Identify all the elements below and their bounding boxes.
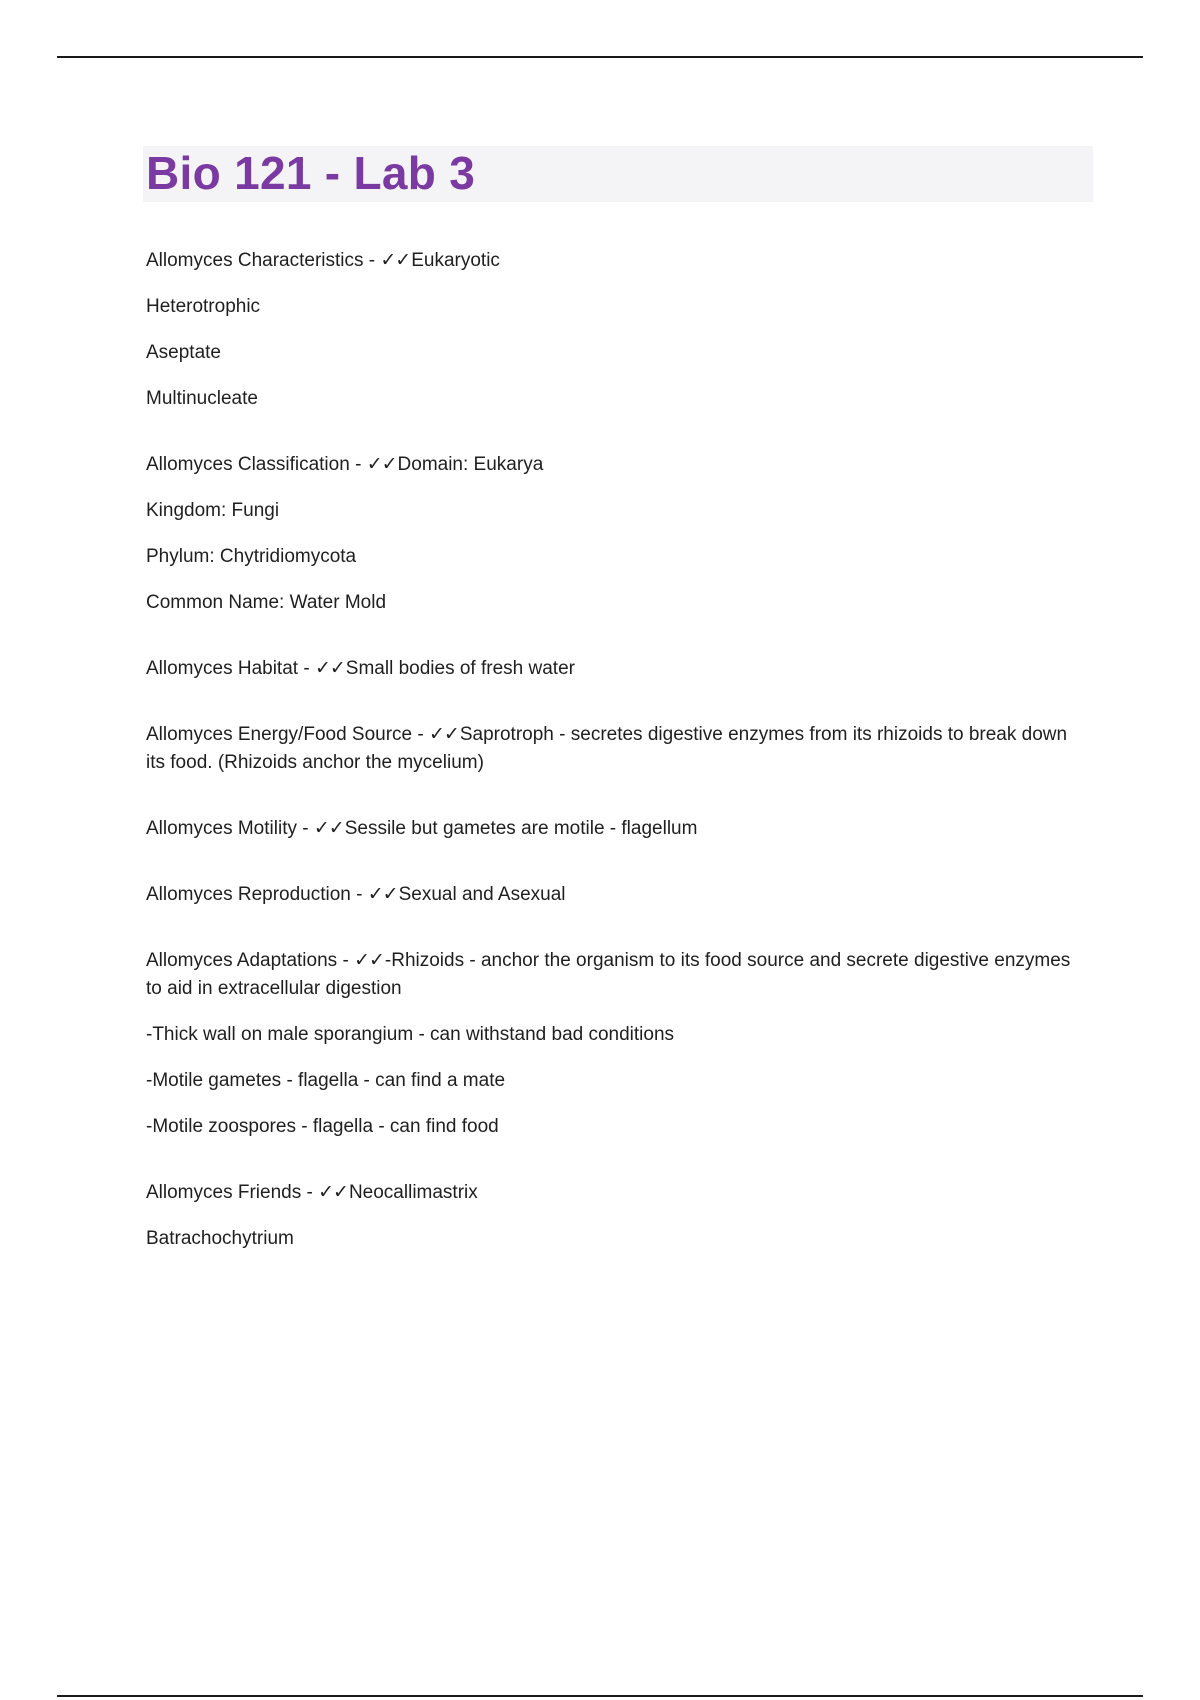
- term-label: Allomyces Characteristics: [146, 250, 364, 271]
- flashcard-reproduction: [146, 880, 1086, 909]
- definition-line: Batrachochytrium: [146, 1228, 294, 1249]
- document-title: Bio 121 - Lab 3: [146, 147, 476, 199]
- flashcard-classification: [146, 450, 1086, 617]
- check-marks-icon: ✓✓: [367, 883, 398, 905]
- definition-text: Sexual and Asexual: [398, 884, 566, 905]
- definition-line: -Motile zoospores - flagella - can find food: [146, 1116, 499, 1137]
- term-label: Allomyces Energy/Food Source: [146, 724, 413, 745]
- flashcard-term-line: Allomyces Classification - ✓✓Domain: Eukarya: [146, 453, 544, 475]
- definition-line: Aseptate: [146, 342, 221, 363]
- check-marks-icon: ✓✓: [318, 1181, 348, 1203]
- definition-line: -Motile gametes - flagella - can find a mate: [146, 1070, 506, 1091]
- definition-text: -Rhizoids - anchor the organism to its food source and secrete digestive enzymes to aid in extracellular digestion: [146, 950, 1071, 999]
- top-rule: [57, 56, 1143, 58]
- check-marks-icon: ✓✓: [313, 817, 344, 839]
- term-label: Allomyces Friends: [146, 1182, 302, 1203]
- definition-text: Eukaryotic: [411, 250, 500, 271]
- definition-text: Saprotroph - secretes digestive enzymes from its rhizoids to break down its food. (Rhizoids anchor the mycelium): [146, 724, 1068, 773]
- definition-text: Sessile but gametes are motile - flagellum: [344, 818, 698, 839]
- check-marks-icon: ✓✓: [366, 453, 397, 475]
- flashcard-characteristics: [146, 246, 1086, 413]
- definition-line: -Thick wall on male sporangium - can withstand bad conditions: [146, 1024, 675, 1045]
- flashcard-adaptations: [146, 946, 1086, 1141]
- flashcard-friends: [146, 1178, 1086, 1253]
- flashcard-motility: [146, 814, 1086, 843]
- flashcard-term-line: Allomyces Characteristics - ✓✓Eukaryotic: [146, 249, 500, 271]
- check-marks-icon: ✓✓: [354, 949, 384, 971]
- term-label: Allomyces Adaptations: [146, 950, 338, 971]
- flashcard-term-line: Allomyces Habitat - ✓✓Small bodies of fresh water: [146, 657, 575, 679]
- flashcard-list: [146, 246, 1086, 1290]
- definition-line: Kingdom: Fungi: [146, 500, 280, 521]
- check-marks-icon: ✓✓: [429, 723, 459, 745]
- flashcard-energy-food-source: [146, 720, 1086, 777]
- term-label: Allomyces Habitat: [146, 658, 299, 679]
- flashcard-term-line: Allomyces Motility - ✓✓Sessile but gametes are motile - flagellum: [146, 817, 698, 839]
- flashcard-term-line: Allomyces Reproduction - ✓✓Sexual and Asexual: [146, 883, 566, 905]
- definition-text: Neocallimastrix: [348, 1182, 478, 1203]
- flashcard-term-line: Allomyces Adaptations - ✓✓-Rhizoids - anchor the organism to its food source and secrete digestive enzymes to aid in extracellular digestion: [146, 949, 1071, 999]
- term-label: Allomyces Reproduction: [146, 884, 351, 905]
- bottom-rule: [57, 1695, 1143, 1697]
- definition-text: Domain: Eukarya: [397, 454, 544, 475]
- flashcard-term-line: Allomyces Energy/Food Source - ✓✓Saprotroph - secretes digestive enzymes from its rhizoids to break down its food. (Rhizoids anchor the mycelium): [146, 723, 1068, 773]
- flashcard-term-line: Allomyces Friends - ✓✓Neocallimastrix: [146, 1181, 478, 1203]
- definition-line: Multinucleate: [146, 388, 258, 409]
- definition-text: Small bodies of fresh water: [345, 658, 575, 679]
- term-label: Allomyces Classification: [146, 454, 350, 475]
- definition-line: Common Name: Water Mold: [146, 592, 387, 613]
- flashcard-habitat: [146, 654, 1086, 683]
- check-marks-icon: ✓✓: [314, 657, 345, 679]
- definition-line: Phylum: Chytridiomycota: [146, 546, 357, 567]
- term-label: Allomyces Motility: [146, 818, 297, 839]
- definition-line: Heterotrophic: [146, 296, 261, 317]
- check-marks-icon: ✓✓: [380, 249, 411, 271]
